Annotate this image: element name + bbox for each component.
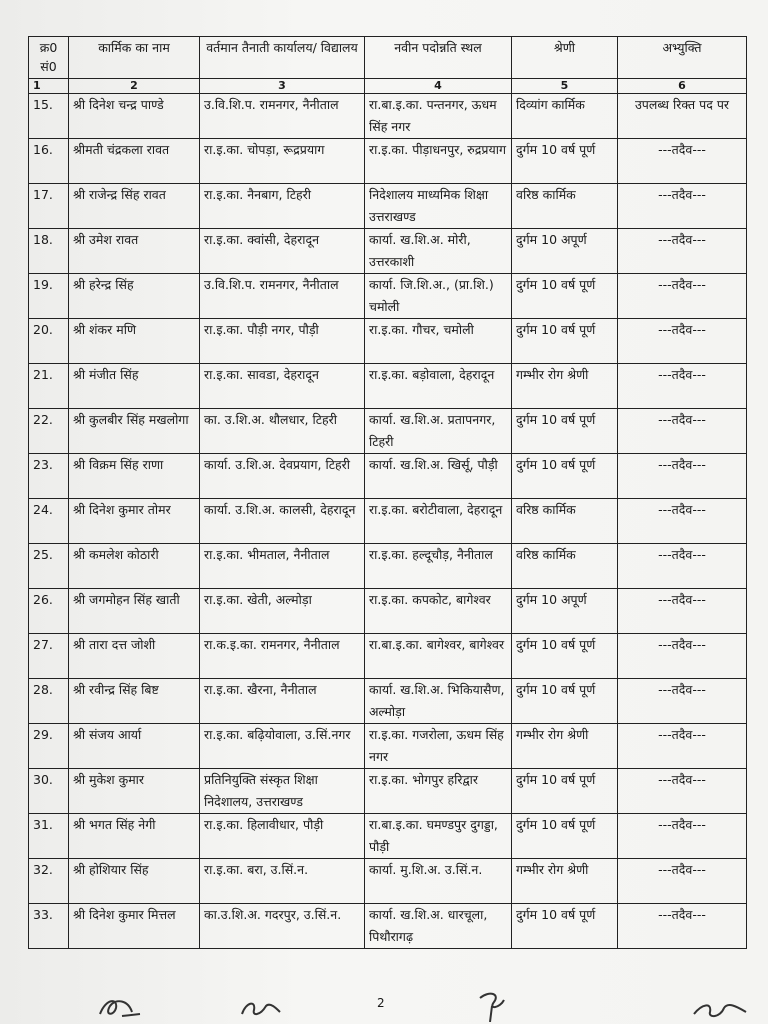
current-posting: रा.इ.का. पौड़ी नगर, पौड़ी [200, 319, 365, 364]
remarks: ---तदैव--- [618, 679, 747, 724]
remarks: ---तदैव--- [618, 184, 747, 229]
current-posting: रा.इ.का. नैनबाग, टिहरी [200, 184, 365, 229]
category: दुर्गम 10 वर्ष पूर्ण [512, 139, 618, 184]
employee-name: श्री उमेश रावत [69, 229, 200, 274]
current-posting: रा.इ.का. भीमताल, नैनीताल [200, 544, 365, 589]
current-posting: का. उ.शि.अ. थौलधार, टिहरी [200, 409, 365, 454]
employee-name: श्री विक्रम सिंह राणा [69, 454, 200, 499]
employee-name: श्री संजय आर्या [69, 724, 200, 769]
new-posting: रा.इ.का. बड़ोवाला, देहरादून [365, 364, 512, 409]
category: दुर्गम 10 अपूर्ण [512, 589, 618, 634]
table-row [29, 544, 747, 589]
new-posting: कार्या. ख.शि.अ. प्रतापनगर, टिहरी [365, 409, 512, 454]
table-row [29, 274, 747, 319]
employee-name: श्रीमती चंद्रकला रावत [69, 139, 200, 184]
category: दिव्यांग कार्मिक [512, 94, 618, 139]
remarks: ---तदैव--- [618, 859, 747, 904]
category: वरिष्ठ कार्मिक [512, 499, 618, 544]
row-serial-number: 18. [29, 229, 69, 274]
row-serial-number: 24. [29, 499, 69, 544]
table-row [29, 634, 747, 679]
header-new-posting: नवीन पदोन्नति स्थल [365, 37, 512, 79]
category: गम्भीर रोग श्रेणी [512, 364, 618, 409]
current-posting: रा.इ.का. खैरना, नैनीताल [200, 679, 365, 724]
table-row [29, 319, 747, 364]
table-row [29, 139, 747, 184]
remarks: ---तदैव--- [618, 634, 747, 679]
column-number-row [29, 79, 747, 94]
employee-name: श्री दिनेश कुमार तोमर [69, 499, 200, 544]
category: दुर्गम 10 वर्ष पूर्ण [512, 904, 618, 949]
current-posting: रा.इ.का. क्वांसी, देहरादून [200, 229, 365, 274]
row-serial-number: 20. [29, 319, 69, 364]
employee-name: श्री दिनेश कुमार मित्तल [69, 904, 200, 949]
table-row [29, 679, 747, 724]
table-row [29, 499, 747, 544]
header-sno: क्र0 सं0 [29, 37, 69, 79]
row-serial-number: 15. [29, 94, 69, 139]
current-posting: कार्या. उ.शि.अ. देवप्रयाग, टिहरी [200, 454, 365, 499]
signature-2 [236, 994, 286, 1022]
table-row [29, 94, 747, 139]
current-posting: रा.इ.का. खेती, अल्मोड़ा [200, 589, 365, 634]
column-number: 6 [618, 79, 747, 94]
new-posting: रा.इ.का. हल्दूचौड़, नैनीताल [365, 544, 512, 589]
current-posting: रा.इ.का. चोपड़ा, रूद्रप्रयाग [200, 139, 365, 184]
employee-name: श्री हरेन्द्र सिंह [69, 274, 200, 319]
new-posting: रा.बा.इ.का. पन्तनगर, ऊधम सिंह नगर [365, 94, 512, 139]
page-footer [0, 988, 768, 1024]
table-row [29, 364, 747, 409]
new-posting: रा.इ.का. कपकोट, बागेश्वर [365, 589, 512, 634]
row-serial-number: 28. [29, 679, 69, 724]
remarks: ---तदैव--- [618, 274, 747, 319]
category: गम्भीर रोग श्रेणी [512, 859, 618, 904]
new-posting: कार्या. ख.शि.अ. खिर्सू, पौड़ी [365, 454, 512, 499]
new-posting: निदेशालय माध्यमिक शिक्षा उत्तराखण्ड [365, 184, 512, 229]
row-serial-number: 31. [29, 814, 69, 859]
table-row [29, 814, 747, 859]
employee-name: श्री रवीन्द्र सिंह बिष्ट [69, 679, 200, 724]
table-row [29, 724, 747, 769]
category: दुर्गम 10 वर्ष पूर्ण [512, 319, 618, 364]
new-posting: कार्या. ख.शि.अ. मोरी, उत्तरकाशी [365, 229, 512, 274]
new-posting: रा.इ.का. पीड़ाधनपुर, रुद्रप्रयाग [365, 139, 512, 184]
header-remarks: अभ्युक्ति [618, 37, 747, 79]
employee-name: श्री जगमोहन सिंह खाती [69, 589, 200, 634]
new-posting: रा.बा.इ.का. बागेश्वर, बागेश्वर [365, 634, 512, 679]
new-posting: रा.इ.का. गौचर, चमोली [365, 319, 512, 364]
employee-name: श्री मंजीत सिंह [69, 364, 200, 409]
employee-name: श्री राजेन्द्र सिंह रावत [69, 184, 200, 229]
table-row [29, 184, 747, 229]
table-row [29, 904, 747, 949]
new-posting: रा.इ.का. बरोटीवाला, देहरादून [365, 499, 512, 544]
new-posting: कार्या. ख.शि.अ. धारचूला, पिथौरागढ़ [365, 904, 512, 949]
row-serial-number: 21. [29, 364, 69, 409]
remarks: ---तदैव--- [618, 814, 747, 859]
current-posting: उ.वि.शि.प. रामनगर, नैनीताल [200, 94, 365, 139]
employee-name: श्री कमलेश कोठारी [69, 544, 200, 589]
new-posting: रा.इ.का. गजरोला, ऊधम सिंह नगर [365, 724, 512, 769]
category: वरिष्ठ कार्मिक [512, 184, 618, 229]
new-posting: कार्या. जि.शि.अ., (प्रा.शि.) चमोली [365, 274, 512, 319]
column-number: 5 [512, 79, 618, 94]
remarks: ---तदैव--- [618, 904, 747, 949]
row-serial-number: 16. [29, 139, 69, 184]
category: दुर्गम 10 वर्ष पूर्ण [512, 409, 618, 454]
table-row [29, 409, 747, 454]
current-posting: कार्या. उ.शि.अ. कालसी, देहरादून [200, 499, 365, 544]
table-row [29, 454, 747, 499]
current-posting: रा.क.इ.का. रामनगर, नैनीताल [200, 634, 365, 679]
remarks: ---तदैव--- [618, 724, 747, 769]
employee-name: श्री मुकेश कुमार [69, 769, 200, 814]
signature-3 [470, 988, 520, 1022]
employee-name: श्री कुलबीर सिंह मखलोगा [69, 409, 200, 454]
row-serial-number: 26. [29, 589, 69, 634]
signature-4 [690, 996, 750, 1022]
category: दुर्गम 10 वर्ष पूर्ण [512, 679, 618, 724]
remarks: ---तदैव--- [618, 544, 747, 589]
transfer-table [28, 36, 747, 949]
row-serial-number: 23. [29, 454, 69, 499]
new-posting: रा.बा.इ.का. घमण्डपुर दुगड्डा, पौड़ी [365, 814, 512, 859]
header-category: श्रेणी [512, 37, 618, 79]
table-header-row [29, 37, 747, 79]
row-serial-number: 33. [29, 904, 69, 949]
remarks: ---तदैव--- [618, 769, 747, 814]
category: दुर्गम 10 वर्ष पूर्ण [512, 454, 618, 499]
table-row [29, 769, 747, 814]
employee-name: श्री शंकर मणि [69, 319, 200, 364]
employee-name: श्री दिनेश चन्द्र पाण्डे [69, 94, 200, 139]
row-serial-number: 25. [29, 544, 69, 589]
current-posting: का.उ.शि.अ. गदरपुर, उ.सिं.न. [200, 904, 365, 949]
signature-1 [92, 992, 152, 1022]
remarks: ---तदैव--- [618, 319, 747, 364]
table-row [29, 859, 747, 904]
column-number: 2 [69, 79, 200, 94]
current-posting: प्रतिनियुक्ति संस्कृत शिक्षा निदेशालय, उत्तराखण्ड [200, 769, 365, 814]
category: दुर्गम 10 वर्ष पूर्ण [512, 634, 618, 679]
category: वरिष्ठ कार्मिक [512, 544, 618, 589]
employee-name: श्री तारा दत्त जोशी [69, 634, 200, 679]
remarks: उपलब्ध रिक्त पद पर [618, 94, 747, 139]
table-row [29, 229, 747, 274]
column-number: 3 [200, 79, 365, 94]
remarks: ---तदैव--- [618, 589, 747, 634]
row-serial-number: 22. [29, 409, 69, 454]
table-row [29, 589, 747, 634]
remarks: ---तदैव--- [618, 409, 747, 454]
row-serial-number: 17. [29, 184, 69, 229]
current-posting: रा.इ.का. सावडा, देहरादून [200, 364, 365, 409]
current-posting: रा.इ.का. बरा, उ.सिं.न. [200, 859, 365, 904]
remarks: ---तदैव--- [618, 364, 747, 409]
category: दुर्गम 10 अपूर्ण [512, 229, 618, 274]
row-serial-number: 27. [29, 634, 69, 679]
row-serial-number: 30. [29, 769, 69, 814]
new-posting: कार्या. मु.शि.अ. उ.सिं.न. [365, 859, 512, 904]
category: गम्भीर रोग श्रेणी [512, 724, 618, 769]
row-serial-number: 19. [29, 274, 69, 319]
employee-name: श्री होशियार सिंह [69, 859, 200, 904]
current-posting: रा.इ.का. हिलावीधार, पौड़ी [200, 814, 365, 859]
new-posting: रा.इ.का. भोगपुर हरिद्वार [365, 769, 512, 814]
category: दुर्गम 10 वर्ष पूर्ण [512, 769, 618, 814]
employee-name: श्री भगत सिंह नेगी [69, 814, 200, 859]
header-current-posting: वर्तमान तैनाती कार्यालय/ विद्यालय [200, 37, 365, 79]
remarks: ---तदैव--- [618, 499, 747, 544]
remarks: ---तदैव--- [618, 229, 747, 274]
header-name: कार्मिक का नाम [69, 37, 200, 79]
remarks: ---तदैव--- [618, 139, 747, 184]
category: दुर्गम 10 वर्ष पूर्ण [512, 274, 618, 319]
row-serial-number: 32. [29, 859, 69, 904]
category: दुर्गम 10 वर्ष पूर्ण [512, 814, 618, 859]
new-posting: कार्या. ख.शि.अ. भिकियासैण, अल्मोड़ा [365, 679, 512, 724]
current-posting: रा.इ.का. बढ़ियोवाला, उ.सिं.नगर [200, 724, 365, 769]
remarks: ---तदैव--- [618, 454, 747, 499]
page-number: 2 [377, 996, 385, 1010]
current-posting: उ.वि.शि.प. रामनगर, नैनीताल [200, 274, 365, 319]
row-serial-number: 29. [29, 724, 69, 769]
column-number: 4 [365, 79, 512, 94]
column-number: 1 [29, 79, 69, 94]
